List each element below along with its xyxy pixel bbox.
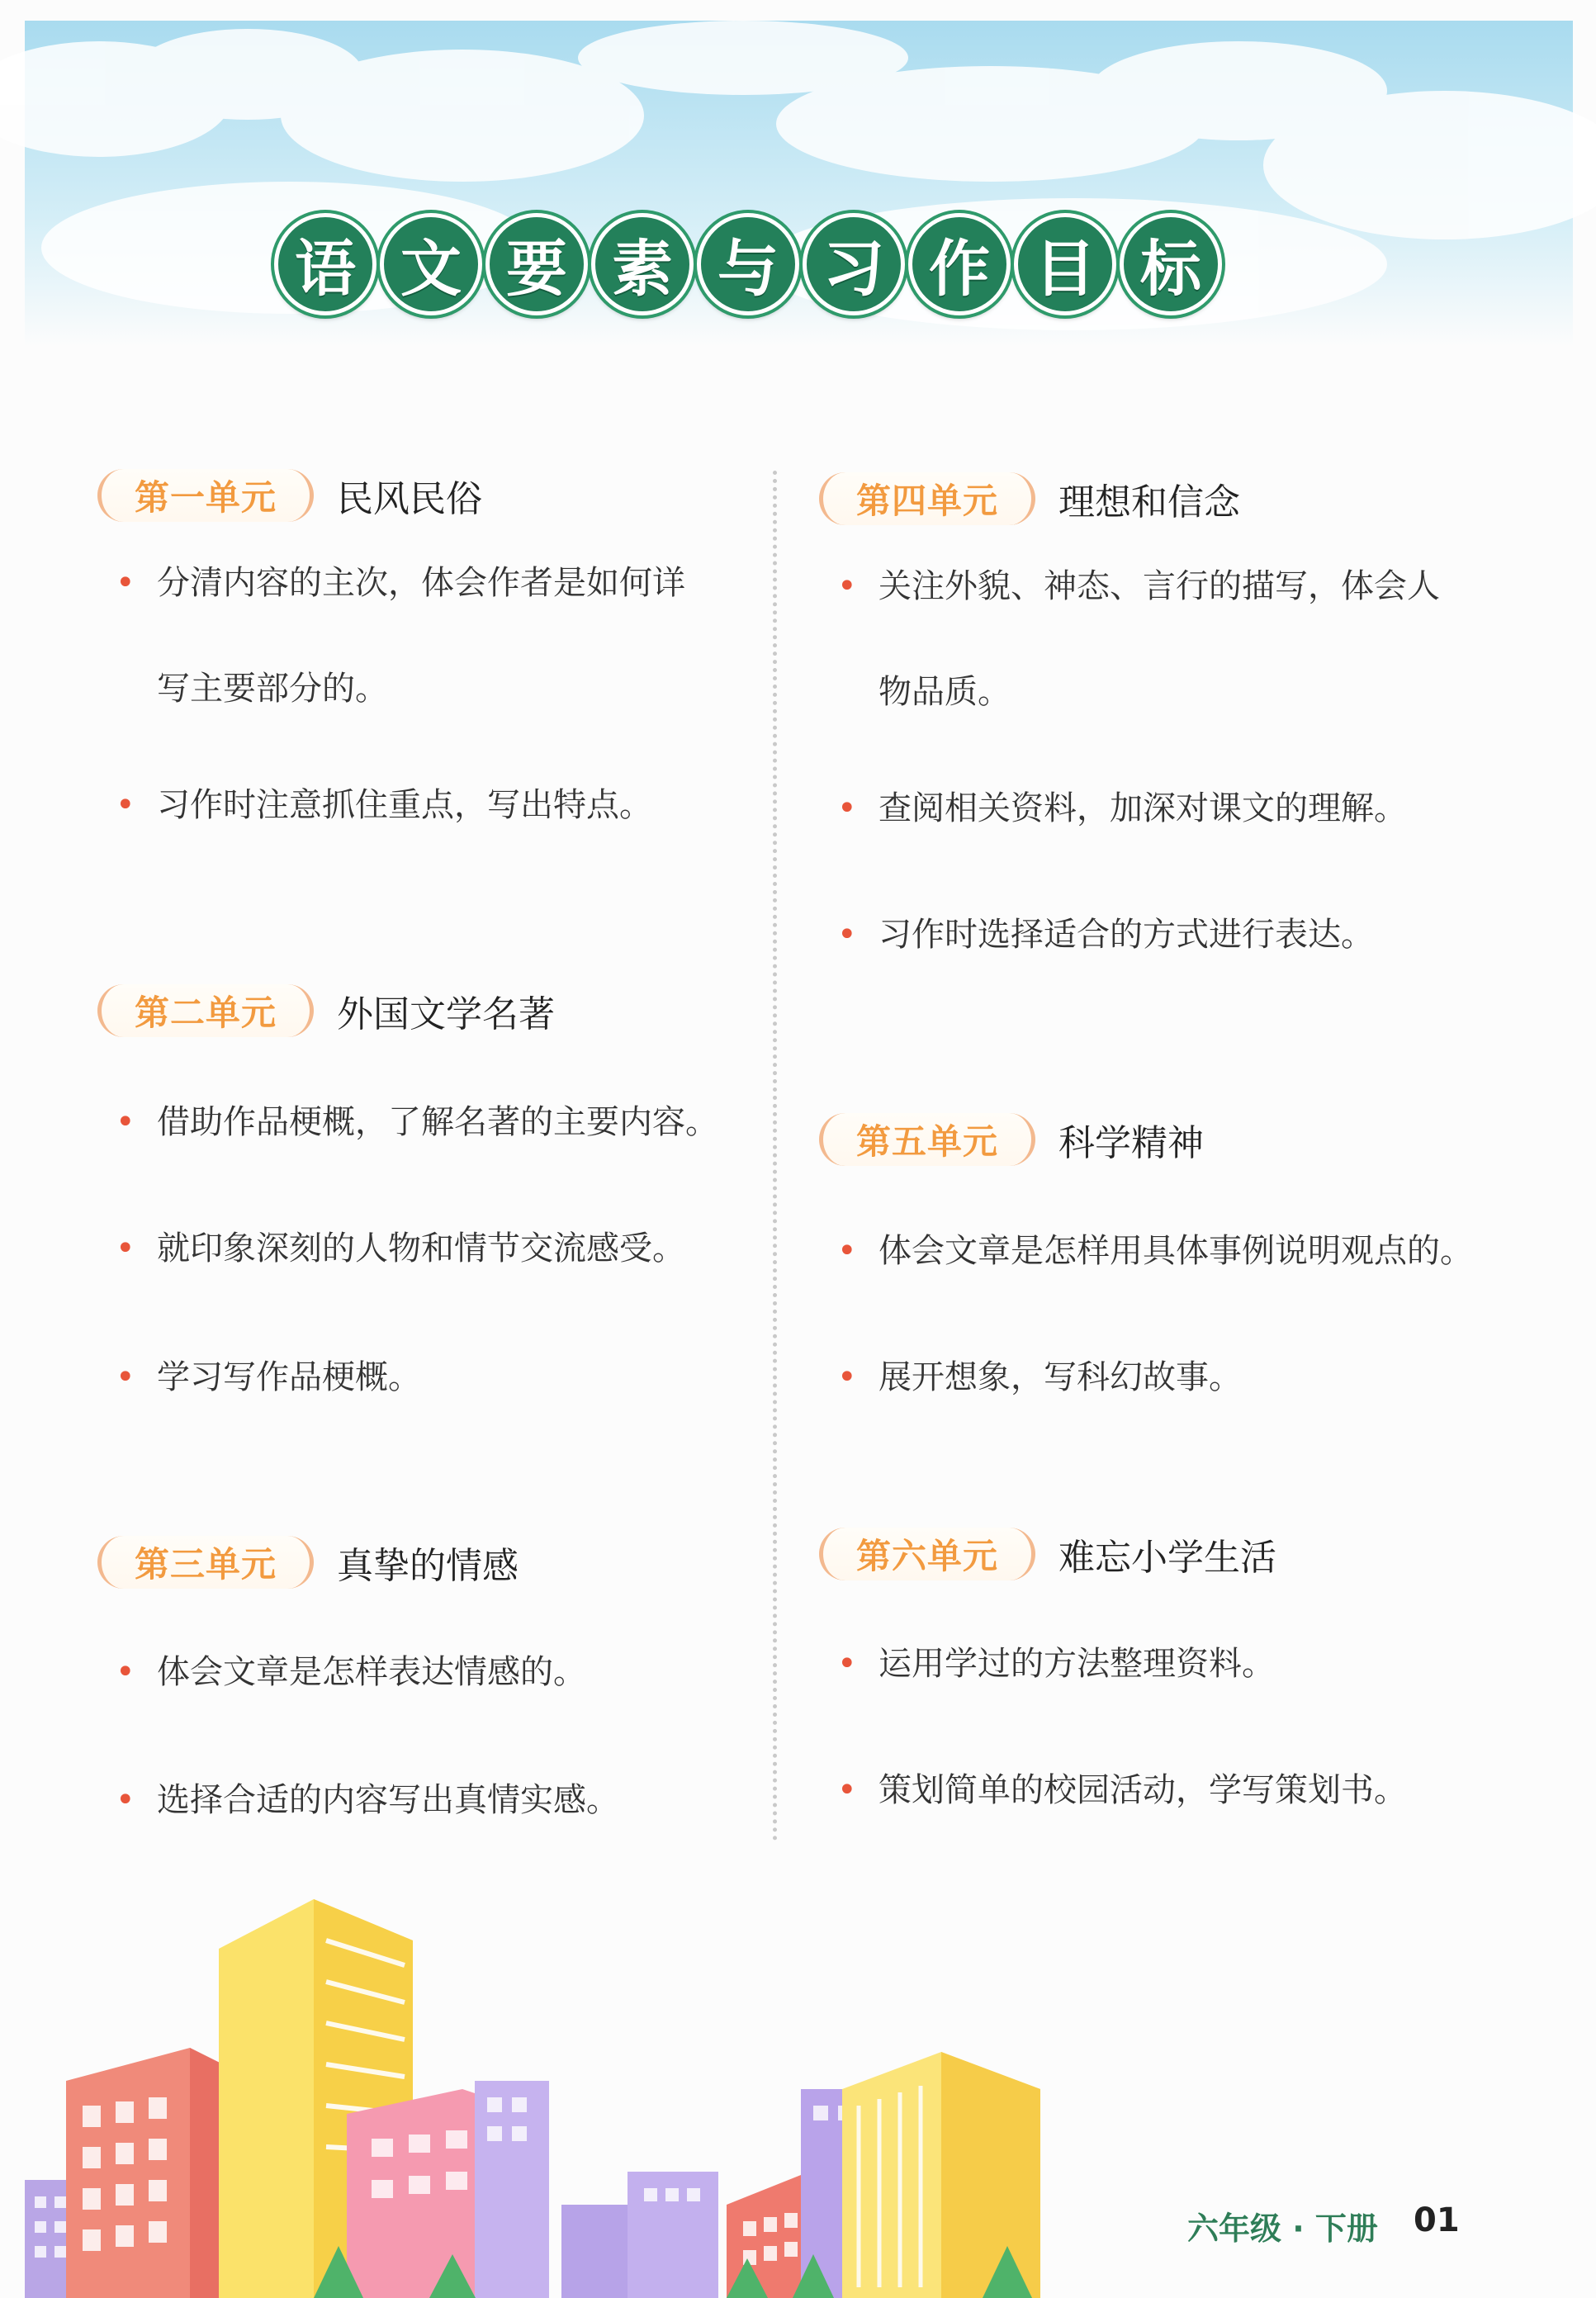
item-text: 写主要部分的。 — [157, 670, 388, 708]
item-text: 关注外貌、神态、言行的描写，体会人 — [879, 567, 1440, 605]
unit-2 — [97, 978, 758, 1442]
bullet-icon: • — [116, 786, 135, 824]
unit-title: 难忘小学生活 — [1058, 1537, 1277, 1579]
item-text: 就印象深刻的人物和情节交流感受。 — [157, 1230, 685, 1267]
list-item — [97, 1734, 758, 1866]
unit-title: 理想和信念 — [1058, 481, 1241, 524]
bullet-icon: • — [116, 1781, 135, 1819]
list-item — [819, 746, 1496, 870]
title-char: 文 — [380, 213, 482, 315]
list-item — [819, 870, 1496, 999]
item-text: 展开想象，写科幻故事。 — [879, 1358, 1242, 1396]
list-item — [97, 1610, 758, 1734]
unit-4 — [819, 466, 1496, 999]
title-char: 习 — [803, 213, 905, 315]
unit-title: 民风民俗 — [337, 478, 483, 520]
unit-title: 真挚的情感 — [337, 1545, 519, 1587]
bullet-icon: • — [116, 564, 135, 602]
bullet-icon: • — [116, 1358, 135, 1396]
title-char: 目 — [1014, 213, 1116, 315]
item-text: 选择合适的内容写出真情实感。 — [157, 1781, 619, 1819]
unit-label: 第二单元 — [97, 984, 314, 1037]
list-item — [97, 532, 758, 634]
bullet-icon: • — [116, 1653, 135, 1691]
item-text: 分清内容的主次，体会作者是如何详 — [157, 564, 685, 602]
bullet-icon: • — [116, 1103, 135, 1141]
item-text: 体会文章是怎样用具体事例说明观点的。 — [879, 1232, 1473, 1270]
unit-items — [819, 1189, 1496, 1442]
unit-label: 第四单元 — [819, 472, 1035, 525]
unit-6 — [819, 1521, 1496, 1855]
unit-items — [819, 1602, 1496, 1855]
list-item — [819, 1189, 1496, 1313]
item-text: 策划简单的校园活动，学写策划书。 — [879, 1771, 1407, 1809]
unit-header — [819, 1106, 1496, 1173]
list-item — [97, 743, 758, 867]
list-item — [97, 1184, 758, 1313]
page-number: 01 — [1414, 2201, 1460, 2239]
page-title — [274, 213, 1222, 320]
list-item — [819, 1313, 1496, 1442]
list-item-continuation — [97, 634, 758, 743]
unit-header — [819, 1521, 1496, 1587]
unit-5 — [819, 1106, 1496, 1442]
title-char: 素 — [591, 213, 694, 315]
unit-header — [97, 1529, 758, 1595]
item-text: 习作时注意抓住重点，写出特点。 — [157, 786, 652, 824]
footer-grade: 六年级 · 下册 — [1187, 2210, 1378, 2247]
list-item — [819, 1602, 1496, 1726]
item-text: 学习写作品梗概。 — [157, 1358, 421, 1396]
item-text: 查阅相关资料，加深对课文的理解。 — [879, 789, 1407, 827]
bullet-icon: • — [837, 1771, 857, 1809]
bullet-icon: • — [837, 1358, 857, 1396]
title-char: 与 — [697, 213, 799, 315]
bullet-icon: • — [837, 916, 857, 954]
unit-header — [97, 462, 758, 528]
item-text: 体会文章是怎样表达情感的。 — [157, 1653, 586, 1691]
bullet-icon: • — [116, 1230, 135, 1267]
unit-3 — [97, 1529, 758, 1866]
unit-title: 外国文学名著 — [337, 993, 556, 1035]
title-char: 要 — [485, 213, 588, 315]
unit-label: 第六单元 — [819, 1528, 1035, 1580]
title-char: 标 — [1120, 213, 1222, 315]
unit-items — [97, 1610, 758, 1866]
unit-items — [819, 535, 1496, 999]
unit-items — [97, 1060, 758, 1442]
list-item — [819, 1726, 1496, 1855]
unit-label: 第五单元 — [819, 1113, 1035, 1166]
bullet-icon: • — [837, 567, 857, 605]
item-text: 运用学过的方法整理资料。 — [879, 1645, 1275, 1683]
list-item — [97, 1060, 758, 1184]
unit-label: 第一单元 — [97, 469, 314, 522]
column-divider — [773, 471, 777, 1841]
title-char: 作 — [908, 213, 1011, 315]
item-text: 借助作品梗概，了解名著的主要内容。 — [157, 1103, 718, 1141]
title-char: 语 — [274, 213, 377, 315]
unit-title: 科学精神 — [1058, 1122, 1205, 1164]
list-item-continuation — [819, 637, 1496, 746]
unit-label: 第三单元 — [97, 1536, 314, 1589]
item-text: 物品质。 — [879, 673, 1011, 711]
list-item — [97, 1313, 758, 1442]
item-text: 习作时选择适合的方式进行表达。 — [879, 916, 1374, 954]
unit-1 — [97, 462, 758, 867]
bullet-icon: • — [837, 1232, 857, 1270]
unit-header — [97, 978, 758, 1044]
bullet-icon: • — [837, 789, 857, 827]
unit-header — [819, 466, 1496, 532]
list-item — [819, 535, 1496, 637]
unit-items — [97, 532, 758, 867]
bullet-icon: • — [837, 1645, 857, 1683]
